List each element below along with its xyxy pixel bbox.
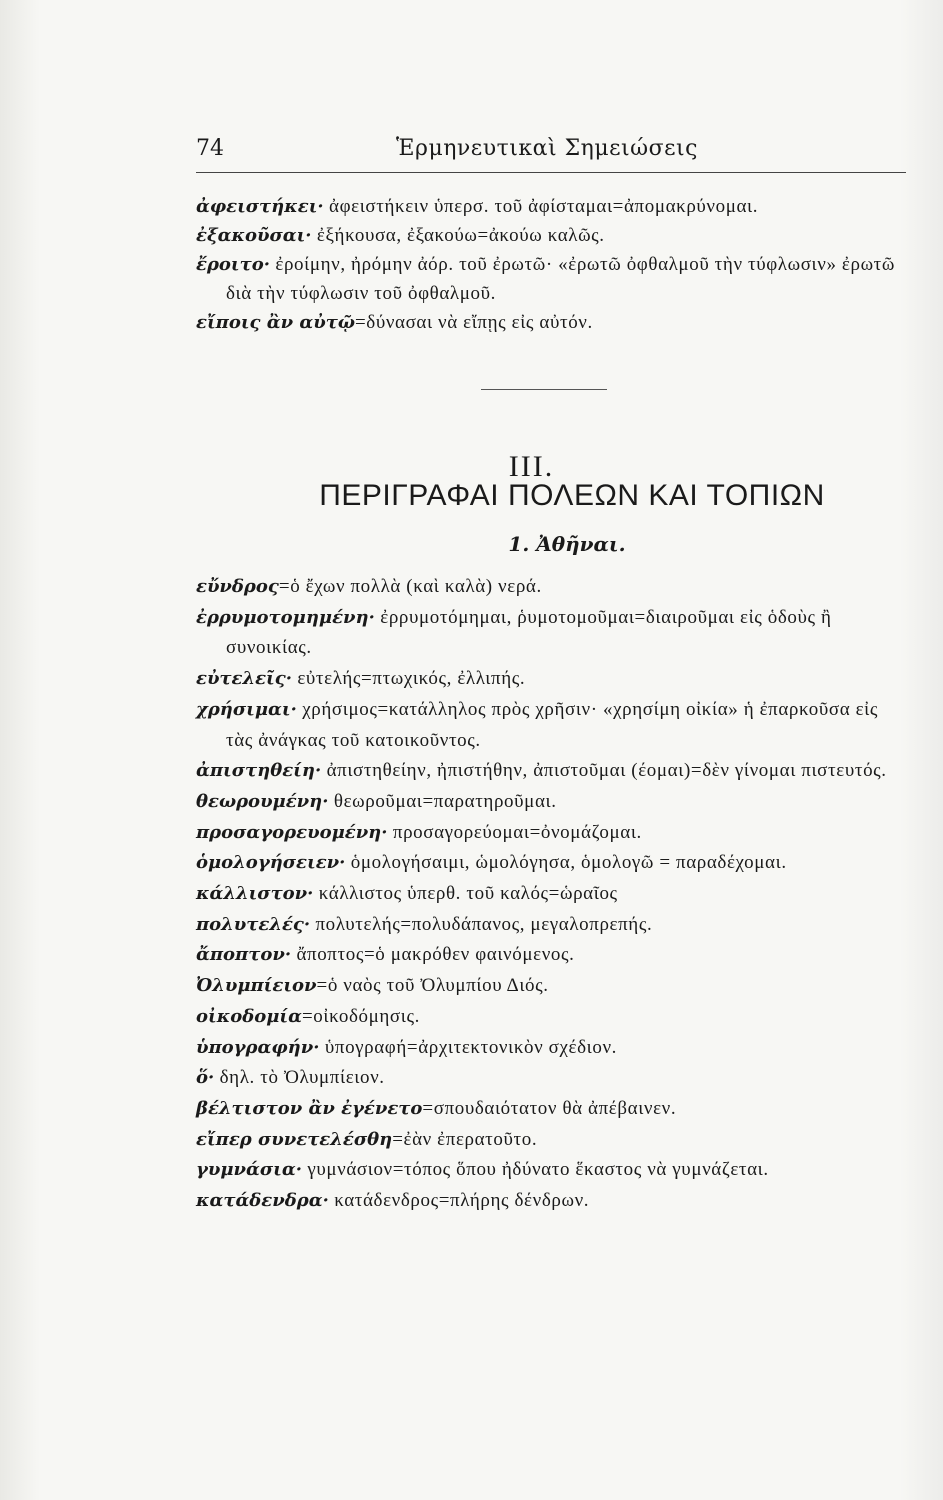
glossary-entry [196, 1094, 908, 1125]
entry-lemma: εἴπερ συνετελέσθη [196, 1128, 393, 1150]
glossary-entry [196, 192, 908, 221]
entry-lemma: Ὀλυμπίειον [196, 975, 317, 997]
glossary-entry [196, 848, 908, 879]
glossary-entry [196, 787, 908, 818]
entry-lemma: ἔροιτο· [196, 254, 271, 275]
entry-lemma: κατάδενδρα· [196, 1190, 329, 1212]
glossary-entry [196, 910, 908, 941]
running-title: Ἑρμηνευτικαὶ Σημειώσεις [396, 136, 698, 161]
glossary-entry [196, 1033, 908, 1064]
glossary-entry [196, 221, 908, 250]
entry-lemma: εὔνδρος [196, 576, 279, 597]
glossary-entry [196, 250, 908, 308]
entry-gloss: =ἐὰν ἐπερατοῦτο. [392, 1128, 538, 1150]
entry-gloss: ἐροίμην, ἠρόμην ἀόρ. τοῦ ἐρωτῶ· «ἐρωτῶ ὀφθαλμοῦ τὴν τύφλωσιν» ἐρωτῶ διὰ τὴν τύφλωσιν τοῦ ὀφθαλμοῦ. [226, 254, 896, 304]
glossary-entry [196, 1155, 908, 1186]
entry-gloss: =ὁ ἔχων πολλὰ (καὶ καλὰ) νερά. [278, 576, 542, 597]
entry-lemma: χρήσιμαι· [196, 698, 297, 720]
entry-gloss: =δύνασαι νὰ εἴπῃς εἰς αὐτόν. [354, 312, 593, 333]
entry-gloss: ἀφειστήκειν ὑπερσ. τοῦ ἀφίσταμαι=ἀπομακρύνομαι. [323, 196, 759, 217]
entry-lemma: κάλλιστον· [196, 883, 314, 905]
entry-lemma: εἴποις ἂν αὐτῷ [196, 312, 355, 333]
entry-gloss: προσαγορεύομαι=ὀνομάζομαι. [387, 821, 642, 843]
entry-lemma: ἀφειστήκει· [196, 196, 324, 217]
entry-lemma: θεωρουμένη· [196, 790, 329, 812]
glossary-entry [196, 1063, 908, 1094]
entry-gloss: ἄποπτος=ὁ μακρόθεν φαινόμενος. [291, 944, 575, 966]
glossary-entry [196, 971, 908, 1002]
page-number: 74 [196, 136, 224, 161]
glossary-entry [196, 940, 908, 971]
entry-gloss: θεωροῦμαι=παρατηροῦμαι. [328, 790, 557, 812]
glossary-entry [196, 603, 908, 664]
entry-lemma: πολυτελές· [196, 913, 311, 935]
entry-gloss: χρήσιμος=κατάλληλος πρὸς χρῆσιν· «χρησίμη οἰκία» ἡ ἐπαρκοῦσα εἰς τὰς ἀνάγκας τοῦ κατοικοῦντος. [226, 698, 879, 751]
entry-lemma: ὑπογραφήν· [196, 1036, 320, 1058]
entry-gloss: ὑπογραφή=ἀρχιτεκτονικὸν σχέδιον. [319, 1036, 617, 1058]
entry-lemma: ὁμολογήσειεν· [196, 852, 346, 874]
entry-gloss: εὐτελής=πτωχικός, ἐλλιπής. [292, 668, 526, 690]
entry-gloss: =σπουδαιότατον θὰ ἀπέβαινεν. [422, 1097, 677, 1119]
glossary-entry [196, 818, 908, 849]
glossary-entry [196, 572, 908, 603]
glossary-entry [196, 1125, 908, 1156]
entry-gloss: ἐρρυμοτόμημαι, ῥυμοτομοῦμαι=διαιροῦμαι εἰς ὁδοὺς ἢ συνοικίας. [226, 606, 832, 659]
glossary-entry [196, 308, 908, 337]
entry-lemma: ἐξακοῦσαι· [196, 225, 312, 246]
glossary-entry [196, 664, 908, 695]
subsection-title: 1. Ἀθῆναι. [508, 532, 626, 556]
entry-gloss: ὁμολογήσαιμι, ὡμολόγησα, ὁμολογῶ = παραδέχομαι. [345, 852, 787, 874]
entry-gloss: πολυτελής=πολυδάπανος, μεγαλοπρεπής. [310, 913, 653, 935]
entry-gloss: =ὁ ναὸς τοῦ Ὀλυμπίου Διός. [316, 975, 549, 997]
entry-lemma: ἐρρυμοτομημένη· [196, 606, 375, 628]
glossary-top [196, 192, 908, 337]
entry-lemma: εὐτελεῖς· [196, 668, 292, 690]
entry-gloss: δηλ. τὸ Ὀλυμπίειον. [214, 1067, 385, 1089]
entry-gloss: ἐξήκουσα, ἐξακούω=ἀκούω καλῶς. [311, 225, 605, 246]
entry-lemma: προσαγορευομένη· [196, 821, 388, 843]
section-divider [481, 389, 607, 390]
entry-gloss: =οἰκοδόμησις. [301, 1005, 420, 1027]
glossary-entry [196, 756, 908, 787]
entry-gloss: κατάδενδρος=πλήρης δένδρων. [328, 1190, 590, 1212]
entry-gloss: ἀπιστηθείην, ἠπιστήθην, ἀπιστοῦμαι (έομαι)=δὲν γίνομαι πιστευτός. [321, 760, 887, 782]
glossary-entry [196, 1002, 908, 1033]
entry-lemma: ἀπιστηθείη· [196, 760, 322, 782]
section-number: III. [508, 450, 555, 483]
page-header [196, 132, 906, 173]
glossary-entry [196, 879, 908, 910]
glossary-bottom [196, 572, 908, 1217]
glossary-entry [196, 695, 908, 756]
glossary-entry [196, 1186, 908, 1217]
entry-gloss: κάλλιστος ὑπερθ. τοῦ καλός=ὡραῖος [313, 883, 618, 905]
entry-lemma: οἰκοδομία [196, 1005, 302, 1027]
entry-lemma: ὅ· [196, 1067, 215, 1089]
entry-lemma: βέλτιστον ἂν ἐγένετο [196, 1097, 423, 1119]
entry-gloss: γυμνάσιον=τόπος ὅπου ἠδύνατο ἕκαστος νὰ γυμνάζεται. [302, 1159, 769, 1181]
section-title: ΠΕΡΙΓΡΑΦΑΙ ΠΟΛΕΩΝ ΚΑΙ ΤΟΠΙΩΝ [319, 479, 825, 512]
entry-lemma: ἄποπτον· [196, 944, 292, 966]
entry-lemma: γυμνάσια· [196, 1159, 302, 1181]
